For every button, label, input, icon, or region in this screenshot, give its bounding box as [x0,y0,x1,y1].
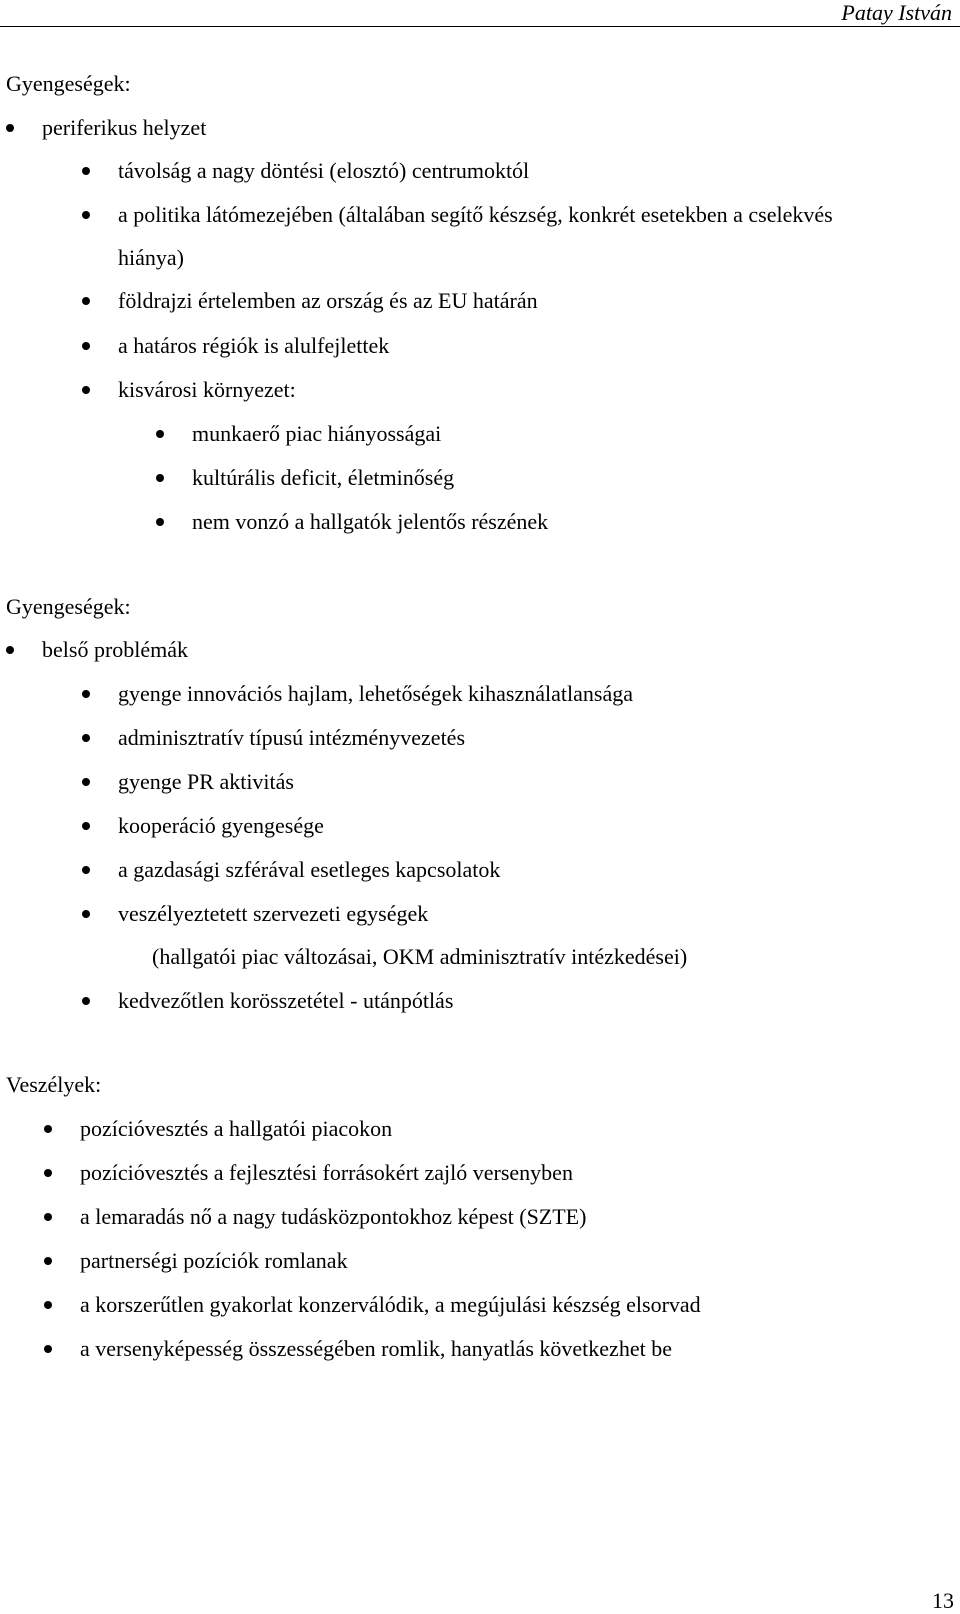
list-item: a versenyképesség összességében romlik, hanyatlás következhet be [80,1336,672,1361]
list-item: gyenge PR aktivitás [118,769,294,794]
header-author: Patay István [841,0,952,25]
list-item: kultúrális deficit, életminőség [192,465,455,490]
list-item: távolság a nagy döntési (elosztó) centrumoktól [118,158,530,183]
bullet-icon [156,518,164,526]
list-item: periferikus helyzet [42,115,207,140]
bullet-icon [82,297,90,305]
bullet-icon [44,1213,52,1221]
section-heading: Gyengeségek: [6,594,131,619]
list-item: nem vonzó a hallgatók jelentős részének [192,509,549,534]
bullet-icon [44,1257,52,1265]
list-item: munkaerő piac hiányosságai [192,421,442,446]
bullet-icon [82,690,90,698]
bullet-icon [82,386,90,394]
list-item: pozícióvesztés a hallgatói piacokon [80,1116,393,1141]
bullet-icon [82,910,90,918]
header-rule [0,26,960,27]
bullet-icon [82,866,90,874]
section-heading: Veszélyek: [6,1072,102,1097]
list-item: gyenge innovációs hajlam, lehetőségek kihasználatlansága [118,681,633,706]
list-item: kisvárosi környezet: [118,377,296,402]
list-item: adminisztratív típusú intézményvezetés [118,725,466,750]
list-item-note: (hallgatói piac változásai, OKM adminisztratív intézkedései) [152,944,688,969]
bullet-icon [82,734,90,742]
list-item: földrajzi értelemben az ország és az EU határán [118,288,538,313]
bullet-icon [44,1125,52,1133]
bullet-icon [82,167,90,175]
list-item: a gazdasági szférával esetleges kapcsolatok [118,857,501,882]
list-item: kedvezőtlen korösszetétel - utánpótlás [118,988,454,1013]
bullet-icon [82,822,90,830]
list-item: kooperáció gyengesége [118,813,324,838]
bullet-icon [44,1301,52,1309]
bullet-icon [82,778,90,786]
bullet-icon [82,211,90,219]
section-heading: Gyengeségek: [6,71,131,96]
bullet-icon [44,1345,52,1353]
bullet-icon [44,1169,52,1177]
bullet-icon [156,430,164,438]
bullet-icon [82,342,90,350]
list-item: belső problémák [42,637,189,662]
list-item: partnerségi pozíciók romlanak [80,1248,348,1273]
list-item: a politika látómezejében (általában segítő készség, konkrét esetekben a cselekvés [118,202,833,227]
list-item: veszélyeztetett szervezeti egységek [118,901,429,926]
list-item-continuation: hiánya) [118,245,184,270]
list-item: pozícióvesztés a fejlesztési forrásokért zajló versenyben [80,1160,573,1185]
bullet-icon [6,124,14,132]
list-item: a lemaradás nő a nagy tudásközpontokhoz képest (SZTE) [80,1204,587,1229]
bullet-icon [82,997,90,1005]
bullet-icon [156,474,164,482]
list-item: a határos régiók is alulfejlettek [118,333,390,358]
bullet-icon [6,646,14,654]
page-number: 13 [932,1588,954,1613]
list-item: a korszerűtlen gyakorlat konzerválódik, a megújulási készség elsorvad [80,1292,701,1317]
